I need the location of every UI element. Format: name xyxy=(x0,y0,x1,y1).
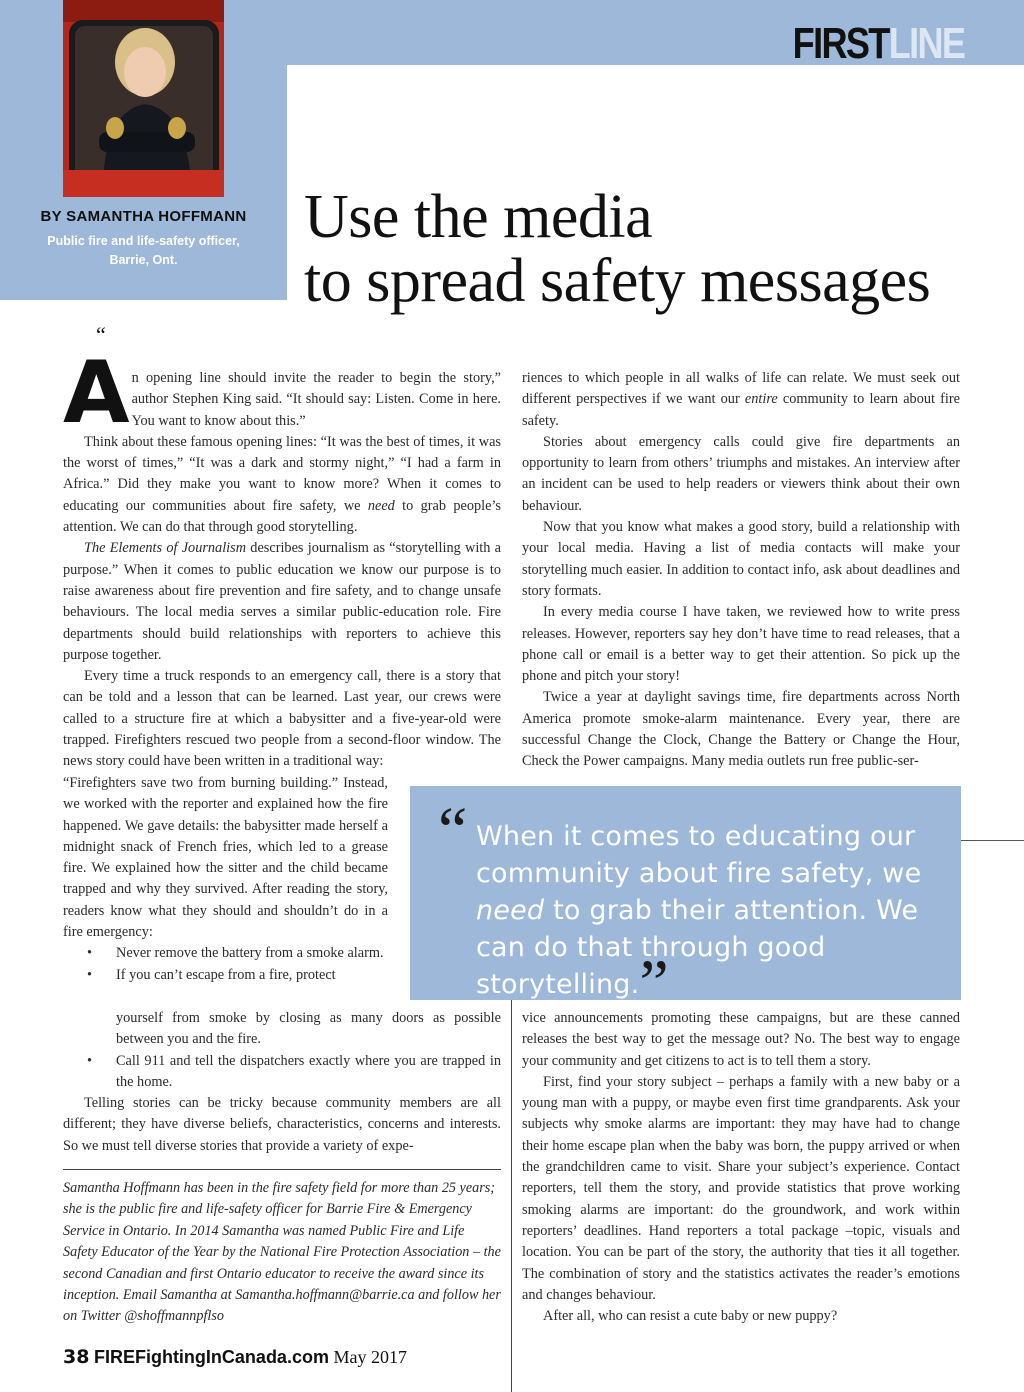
paragraph-11: vice announcements promoting these campaigns, but are these canned releases the best way to get the message out? No. The best way to engage your community and get citizens to act is to tell them a story. xyxy=(522,1010,960,1069)
paragraph-3 xyxy=(63,538,501,666)
safety-tips-list-continued xyxy=(63,1008,501,1093)
paragraph-3-book-title: The Elements of Journalism xyxy=(84,540,247,557)
paragraph-4-continued: “Firefighters save two from burning building.” Instead, we worked with the reporter and explained how the fire happened. We gave details: the babysitter made herself a midnight snack of French fries, which led to a grease fire. We explained how the sitter and the child became trapped and why they survived. After reading the story, readers know what they should and shouldn’t do in a fire emergency: xyxy=(63,775,388,941)
bullet-icon: • xyxy=(87,966,93,983)
paragraph-6-text-a: riences to which people in all walks of life can relate. We must seek out different perspectives if we want our xyxy=(522,370,960,408)
opening-quote-mark: “ xyxy=(96,322,106,347)
paragraph-4: Every time a truck responds to an emergency call, there is a story that can be told and a lesson that can be learned. Last year, our crews were called to a structure fire at which a babysitter and a five-year-old were trapped. Firefighters rescued two people from a second-floor window. The news story could have been written in a traditional way: xyxy=(63,668,501,770)
paragraph-2-text-a: Think about these famous opening lines: “It was the best of times, it was the worst of times,” “It was a dark and stormy night,” “I had a farm in Africa.” Did they make you want to know more? When it comes to educating our communities about fire safety, we xyxy=(63,433,501,514)
author-photo xyxy=(63,0,224,197)
pull-quote-text-a: When it comes to educating our community about fire safety, we xyxy=(476,821,922,889)
left-column-bottom xyxy=(63,1008,501,1157)
list-item xyxy=(63,1051,501,1094)
paragraph-8: Now that you know what makes a good story, build a relationship with your local media. Having a list of media contacts will make your storytelling much easier. In addition to contact info, ask about deadlines and story formats. xyxy=(522,519,960,599)
pull-quote-open-mark: “ xyxy=(438,794,468,867)
pull-quote-rule xyxy=(961,840,1024,841)
list-item-text: If you can’t escape from a fire, protect xyxy=(116,966,336,983)
list-item xyxy=(63,965,388,986)
byline-role-line1: Public fire and life-safety officer, xyxy=(47,234,240,248)
byline-role-line2: Barrie, Ont. xyxy=(109,253,178,267)
paragraph-2-text-b: to grab people’s attention. We can do that through good storytelling. xyxy=(63,497,501,536)
list-item-text: Call 911 and tell the dispatchers exactly where you are trapped in the home. xyxy=(116,1052,501,1090)
list-item-text: Never remove the battery from a smoke alarm. xyxy=(116,945,384,962)
paragraph-2-emphasis: need xyxy=(367,497,395,514)
byline-role xyxy=(0,232,287,270)
list-item-text: yourself from smoke by closing as many doors as possible between you and the fire. xyxy=(116,1010,501,1048)
paragraph-3-text: describes journalism as “storytelling with a purpose.” When it comes to public education we know our purpose is to raise awareness about fire prevention and fire safety, and to change unsafe behaviours. The local media serves a similar public-education role. Fire departments should build relationships with reporters to achieve this purpose together. xyxy=(63,540,502,663)
byline-name: BY SAMANTHA HOFFMANN xyxy=(40,208,247,225)
drop-cap: A xyxy=(63,343,130,443)
paragraph-6 xyxy=(522,368,960,432)
pull-quote-emphasis: need xyxy=(476,895,545,926)
paragraph-9: In every media course I have taken, we reviewed how to write press releases. However, reporters say hey don’t have time to read releases, that a phone call or email is a better way to get their attention. So pick up the phone and pitch your story! xyxy=(522,604,960,685)
paragraph-6-text-b: community to learn about fire safety. xyxy=(522,391,960,429)
section-logo-first: FIRST xyxy=(792,19,889,68)
article-headline xyxy=(304,185,930,313)
pull-quote-text xyxy=(476,818,936,1020)
byline xyxy=(0,208,287,270)
page-number: 38 xyxy=(63,1346,90,1368)
paragraph-12: First, find your story subject – perhaps a family with a new baby or a young man with a puppy, or maybe even first time grandparents. Ask your subjects why smoke alarms are important: they may have had to change their home escape plan when the baby was born, the puppy arrived or when the grandchildren came to visit. Share your subject’s experience. Contact reporters, tell them the story, and provide statistics that prove working smoking alarms are important: do the groundwork, and work within reporters’ deadlines. Hand reporters a total package –topic, visuals and location. You can be part of the story, the authority that ties it all together. The combination of story and the statistics activates the reader’s emotions and changes behaviour. xyxy=(522,1073,960,1303)
paragraph-7: Stories about emergency calls could give fire departments an opportunity to learn from others’ triumphs and mistakes. An interview after an incident can be used to help readers or viewers think about their own behaviour. xyxy=(522,433,960,514)
pull-quote xyxy=(410,786,961,1020)
left-column-narrow xyxy=(63,773,388,986)
page-footer xyxy=(63,1346,407,1368)
list-item xyxy=(63,1008,501,1051)
paragraph-6-emphasis: entire xyxy=(744,391,778,408)
list-item xyxy=(63,943,388,964)
pull-quote-close-mark: ” xyxy=(639,947,669,1020)
safety-tips-list xyxy=(63,943,388,986)
column-divider xyxy=(511,1000,512,1392)
bullet-icon: • xyxy=(87,945,93,962)
bullet-icon: • xyxy=(87,1052,93,1069)
paragraph-13: After all, who can resist a cute baby or new puppy? xyxy=(543,1308,838,1325)
pull-quote-text-b: to grab their attention. We can do that through good storytelling. xyxy=(476,895,919,1000)
left-column-top xyxy=(63,343,502,773)
author-bio: Samantha Hoffmann has been in the fire safety field for more than 25 years; she is the public fire and life-safety officer for Barrie Fire & Emergency Service in Ontario. In 2014 Samantha was named Public Fire and Life Safety Educator of the Year by the National Fire Protection Association – the second Canadian and first Ontario educator to receive the award since its inception. Email Samantha at Samantha.hoffmann@barrie.ca and follow her on Twitter @shoffmannpflso xyxy=(63,1180,501,1325)
right-column-top xyxy=(522,368,960,773)
paragraph-2 xyxy=(63,432,501,538)
paragraph-1-text: n opening line should invite the reader to begin the story,” author Stephen King said. “It should say: Listen. Come in here. You want to know about this.” xyxy=(131,370,501,429)
section-logo xyxy=(792,19,964,68)
headline-line1: Use the media xyxy=(304,183,653,251)
paragraph-1 xyxy=(63,343,501,443)
bio-divider xyxy=(63,1169,501,1170)
paragraph-5: Telling stories can be tricky because community members are all different; they have diverse beliefs, characteristics, concerns and interests. So we must tell diverse stories that provide a variety of expe- xyxy=(63,1095,501,1154)
paragraph-10: Twice a year at daylight savings time, fire departments across North America promote smoke-alarm maintenance. Every year, there are successful Change the Clock, Change the Battery or Change the Hour, Check the Power campaigns. Many media outlets run free public-ser- xyxy=(522,689,960,770)
right-column-bottom xyxy=(522,1008,960,1327)
headline-line2: to spread safety messages xyxy=(304,247,931,315)
footer-site: FIREFightingInCanada.com xyxy=(93,1347,329,1367)
section-logo-line: LINE xyxy=(888,19,964,68)
footer-date: May 2017 xyxy=(333,1347,407,1367)
